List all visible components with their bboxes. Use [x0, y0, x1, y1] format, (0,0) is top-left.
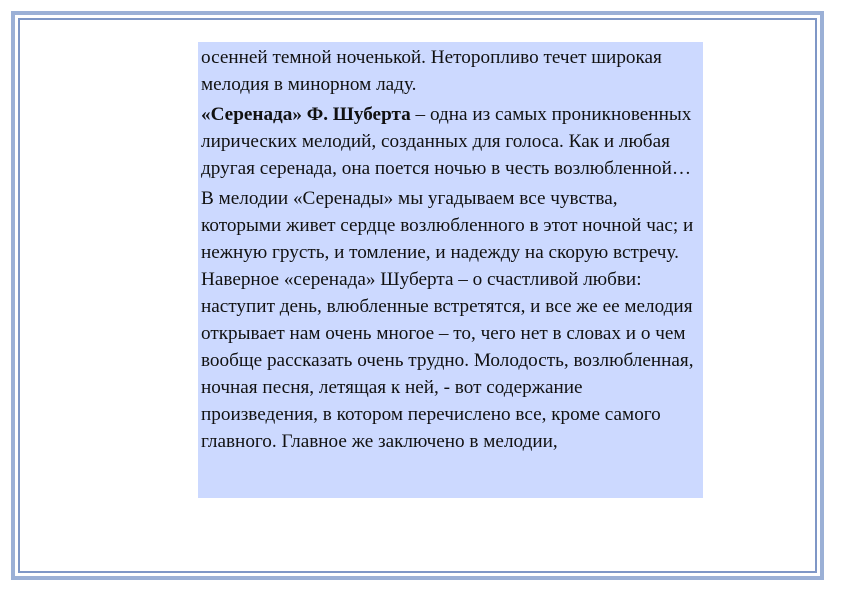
paragraph-1: осенней темной ноченькой. Неторопливо течет широкая мелодия в минорном ладу. [201, 47, 662, 95]
paragraph-3: В мелодии «Серенады» мы угадываем все чувства, которыми живет сердце возлюбленного в этот ночной час; и нежную грусть, и томление, и надежду на скорую встречу. Наверное «серенада» Шуберта – о счастливой любви: наступит день, влюбленные встретятся, и все же ее мелодия открывает нам очень многое – то, чего нет в словах и о чем вообще рассказать очень трудно. Молодость, возлюбленная, ночная песня, летящая к ней, - вот содержание произведения, в котором перечислено все, кроме самого главного. Главное же заключено в мелодии, [201, 188, 694, 452]
paragraph-2-text: – одна из самых проникновенных лирических мелодий, созданных для голоса. Как и любая другая серенада, она поется ночью в честь возлюбленной… [201, 104, 692, 179]
paragraph-2 [201, 101, 701, 182]
text-block [198, 42, 703, 498]
serenade-title: «Серенада» Ф. Шуберта [201, 104, 411, 125]
